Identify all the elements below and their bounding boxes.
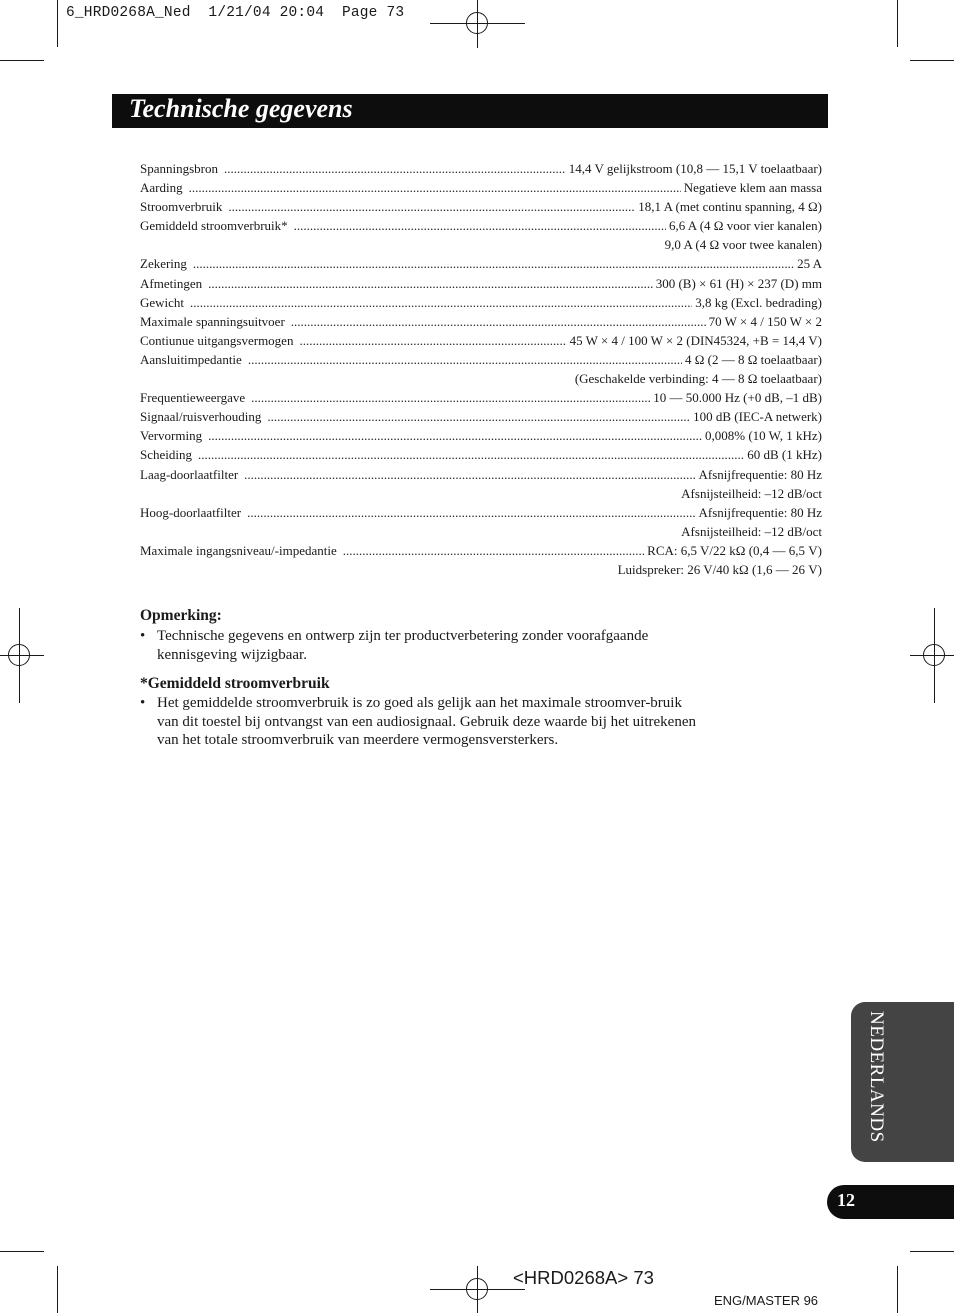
registration-mark-icon <box>8 644 30 666</box>
spec-label: Laag-doorlaatfilter <box>140 466 239 482</box>
dot-leader <box>299 331 566 350</box>
dot-leader <box>224 159 566 178</box>
spec-value: 25 A <box>797 256 822 272</box>
spec-row <box>140 426 822 445</box>
spec-value: 70 W × 4 / 150 W × 2 <box>708 313 822 329</box>
dot-leader <box>291 312 706 331</box>
spec-label: Maximale ingangsniveau/-impedantie <box>140 542 337 558</box>
spec-row <box>140 541 822 560</box>
spec-value: 60 dB (1 kHz) <box>747 447 822 463</box>
spec-label: Aarding <box>140 180 183 196</box>
dot-leader <box>208 426 702 445</box>
spec-row <box>140 388 822 407</box>
spec-list <box>140 159 822 579</box>
dot-leader <box>343 541 644 560</box>
spec-label: Gemiddeld stroomverbruik* <box>140 218 288 234</box>
spec-row <box>140 407 822 426</box>
spec-label: Gewicht <box>140 294 185 310</box>
note-paragraph <box>140 627 700 664</box>
note-text: Technische gegevens en ontwerp zijn ter productverbetering zonder voorafgaande kennisgeving wijzigbaar. <box>157 628 649 663</box>
registration-mark-icon <box>923 644 945 666</box>
dot-leader <box>294 216 666 235</box>
spec-value-continued: (Geschakelde verbinding: 4 — 8 Ω toelaatbaar) <box>574 371 822 387</box>
spec-row <box>140 159 822 178</box>
spec-value: 10 — 50.000 Hz (+0 dB, –1 dB) <box>653 390 822 406</box>
footer-code: <HRD0268A> 73 <box>513 1267 654 1288</box>
spec-label: Frequentieweergave <box>140 390 246 406</box>
spec-row <box>140 254 822 273</box>
spec-label: Zekering <box>140 256 187 272</box>
bullet: • <box>140 695 146 711</box>
spec-row <box>140 274 822 293</box>
spec-row <box>140 178 822 197</box>
spec-label: Afmetingen <box>140 275 203 291</box>
spec-label: Stroomverbruik <box>140 199 223 215</box>
spec-row <box>140 216 822 235</box>
spec-row <box>140 312 822 331</box>
page-number-badge <box>827 1185 954 1219</box>
spec-value: 3,8 kg (Excl. bedrading) <box>695 294 822 310</box>
spec-row <box>140 350 822 369</box>
bullet: • <box>140 628 146 644</box>
spec-label: Vervorming <box>140 428 203 444</box>
language-tab <box>851 1002 954 1162</box>
dot-leader <box>189 178 681 197</box>
spec-value: Afsnijfrequentie: 80 Hz <box>698 466 822 482</box>
spec-row <box>140 331 822 350</box>
spec-value: RCA: 6,5 V/22 kΩ (0,4 — 6,5 V) <box>647 542 822 558</box>
spec-value: 0,008% (10 W, 1 kHz) <box>705 428 822 444</box>
dot-leader <box>198 445 744 464</box>
spec-row <box>140 503 822 522</box>
spec-value: 100 dB (IEC-A netwerk) <box>693 409 822 425</box>
print-slug: 6_HRD0268A_Ned 1/21/04 20:04 Page 73 <box>66 5 405 21</box>
spec-row <box>140 197 822 216</box>
spec-value: 6,6 A (4 Ω voor vier kanalen) <box>669 218 822 234</box>
dot-leader <box>251 388 650 407</box>
spec-value: Negatieve klem aan massa <box>683 180 822 196</box>
spec-label: Scheiding <box>140 447 192 463</box>
dot-leader <box>190 293 692 312</box>
spec-row <box>140 445 822 464</box>
spec-value: 45 W × 4 / 100 W × 2 (DIN45324, +B = 14,4 V) <box>569 332 822 348</box>
avg-consumption-heading: *Gemiddeld stroomverbruik <box>140 675 330 692</box>
dot-leader <box>267 407 690 426</box>
dot-leader <box>208 274 653 293</box>
spec-label: Contiunue uitgangsvermogen <box>140 332 294 348</box>
note-heading: Opmerking: <box>140 607 222 624</box>
spec-label: Aansluitimpedantie <box>140 351 242 367</box>
spec-value: 300 (B) × 61 (H) × 237 (D) mm <box>655 275 822 291</box>
registration-mark-icon <box>466 12 488 34</box>
spec-label: Maximale spanningsuitvoer <box>140 313 285 329</box>
spec-value-continued: Afsnijsteilheid: –12 dB/oct <box>681 523 822 539</box>
dot-leader <box>248 350 682 369</box>
registration-mark-icon <box>466 1278 488 1300</box>
spec-label: Signaal/ruisverhouding <box>140 409 262 425</box>
dot-leader <box>228 197 635 216</box>
title-bar <box>112 94 828 128</box>
spec-value: Afsnijfrequentie: 80 Hz <box>698 504 822 520</box>
avg-consumption-text: Het gemiddelde stroomverbruik is zo goed als gelijk aan het maximale stroomver-bruik van dit toestel bij ontvangst van een audiosignaal. Gebruik deze waarde bij het uitrekenen van het totale stroomverbruik van meerdere vermogensversterkers. <box>157 695 696 748</box>
language-label: NEDERLANDS <box>866 1011 887 1143</box>
page-title: Technische gegevens <box>129 94 353 123</box>
spec-row <box>140 293 822 312</box>
dot-leader <box>247 503 695 522</box>
spec-value-continued: Luidspreker: 26 V/40 kΩ (1,6 — 26 V) <box>617 561 822 577</box>
page-number: 12 <box>837 1190 855 1210</box>
spec-value: 18,1 A (met continu spanning, 4 Ω) <box>638 199 822 215</box>
spec-value-continued: Afsnijsteilheid: –12 dB/oct <box>681 485 822 501</box>
spec-label: Spanningsbron <box>140 161 218 176</box>
spec-value: 4 Ω (2 — 8 Ω toelaatbaar) <box>685 351 822 367</box>
dot-leader <box>193 254 794 273</box>
spec-label: Hoog-doorlaatfilter <box>140 504 242 520</box>
spec-value: 14,4 V gelijkstroom (10,8 — 15,1 V toelaatbaar) <box>568 161 822 176</box>
spec-row <box>140 465 822 484</box>
dot-leader <box>244 465 695 484</box>
spec-value-continued: 9,0 A (4 Ω voor twee kanalen) <box>664 237 822 253</box>
footer-master: ENG/MASTER 96 <box>714 1293 819 1308</box>
avg-consumption-paragraph <box>140 694 700 750</box>
